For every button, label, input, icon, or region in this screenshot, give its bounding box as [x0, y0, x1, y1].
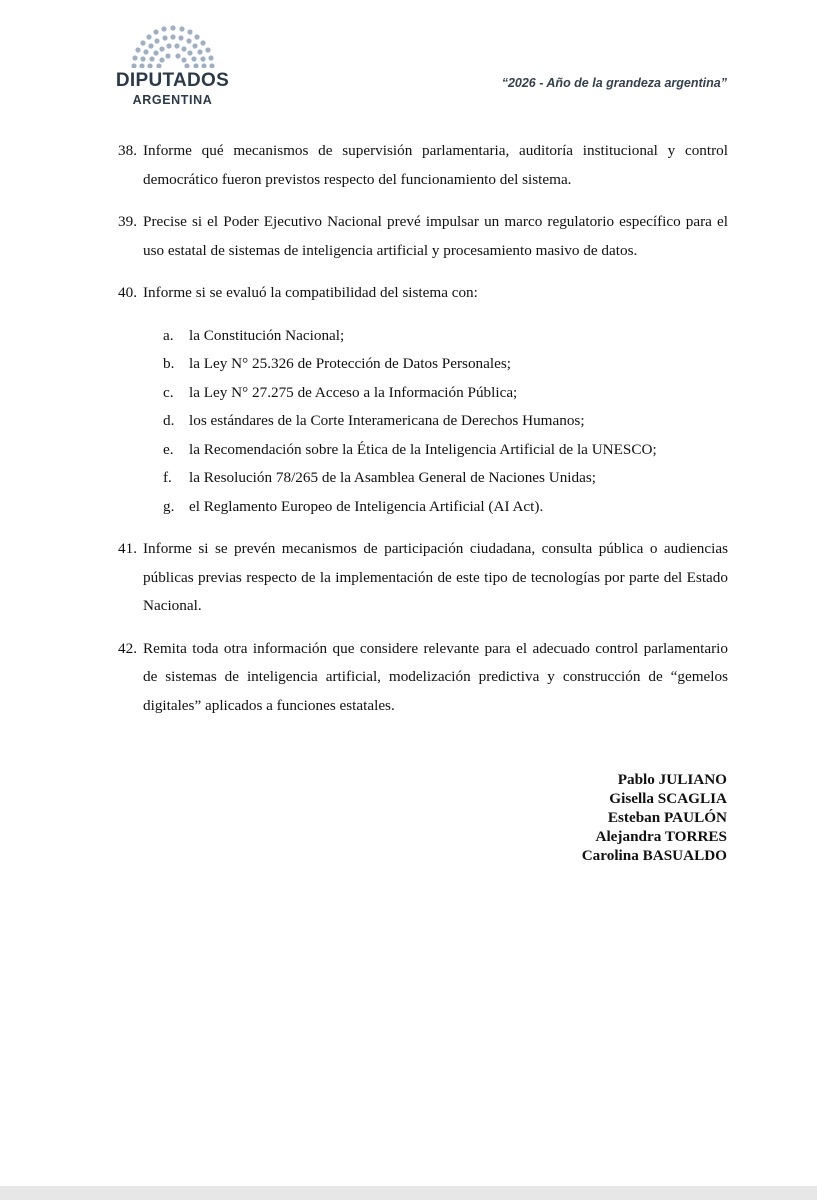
list-text: la Constitución Nacional;	[189, 326, 345, 344]
list-item	[163, 322, 728, 351]
year-motto: “2026 - Año de la grandeza argentina”	[501, 76, 727, 90]
item-number: 38.	[118, 142, 137, 159]
list-item	[163, 350, 728, 379]
logo-title: DIPUTADOS	[115, 70, 230, 91]
list-letter: c.	[163, 383, 174, 401]
question-42	[118, 635, 728, 721]
item-number: 40.	[118, 284, 137, 301]
page-bottom-edge	[0, 1186, 817, 1200]
parliament-hemicycle-icon	[126, 22, 220, 68]
list-letter: a.	[163, 326, 174, 344]
list-letter: b.	[163, 355, 175, 372]
signatory-name: Alejandra TORRES	[595, 828, 727, 845]
question-39	[118, 208, 728, 265]
list-text: la Ley N° 25.326 de Protección de Datos Personales;	[189, 355, 511, 372]
list-letter: f.	[163, 469, 172, 486]
logo-subtitle: ARGENTINA	[132, 93, 213, 107]
item-number: 41.	[118, 540, 137, 557]
compatibility-list	[118, 322, 728, 522]
item-text: Precise si el Poder Ejecutivo Nacional prevé impulsar un marco regulatorio específico para el uso estatal de sistemas de inteligencia artificial y procesamiento masivo de datos.	[143, 213, 728, 259]
list-letter: g.	[163, 497, 175, 515]
question-40	[118, 279, 728, 308]
list-letter: e.	[163, 440, 174, 458]
list-item	[163, 407, 728, 436]
document-body	[118, 137, 728, 734]
list-text: los estándares de la Corte Interamericana de Derechos Humanos;	[189, 412, 585, 429]
question-38	[118, 137, 728, 194]
item-text: Remita toda otra información que considere relevante para el adecuado control parlamentario de sistemas de inteligencia artificial, modelización predictiva y construcción de “gemelos digitales” aplicados a funciones estatales.	[143, 639, 728, 714]
page-header	[0, 0, 817, 120]
list-item	[163, 436, 728, 465]
list-item	[163, 493, 728, 522]
list-text: la Resolución 78/265 de la Asamblea General de Naciones Unidas;	[189, 469, 596, 486]
signatory-name: Pablo JULIANO	[617, 771, 727, 788]
list-letter: d.	[163, 412, 175, 429]
signatory-name: Esteban PAULÓN	[607, 809, 727, 826]
item-number: 39.	[118, 213, 137, 230]
list-item	[163, 464, 728, 493]
list-text: la Recomendación sobre la Ética de la Inteligencia Artificial de la UNESCO;	[189, 440, 657, 458]
signatory-name: Carolina BASUALDO	[581, 847, 727, 864]
list-text: el Reglamento Europeo de Inteligencia Artificial (AI Act).	[189, 497, 544, 515]
question-41	[118, 535, 728, 621]
diputados-logo	[110, 18, 235, 114]
item-text: Informe si se prevén mecanismos de participación ciudadana, consulta pública o audiencias públicas previas respecto de la implementación de este tipo de tecnologías por parte del Estado Nacional.	[143, 540, 728, 614]
signature-block	[582, 770, 727, 865]
item-text: Informe si se evaluó la compatibilidad del sistema con:	[143, 284, 478, 301]
item-number: 42.	[118, 639, 137, 657]
signatory-name: Gisella SCAGLIA	[609, 790, 727, 807]
item-text: Informe qué mecanismos de supervisión parlamentaria, auditoría institucional y control democrático fueron previstos respecto del funcionamiento del sistema.	[143, 142, 728, 188]
list-text: la Ley N° 27.275 de Acceso a la Información Pública;	[189, 383, 518, 401]
list-item	[163, 379, 728, 408]
